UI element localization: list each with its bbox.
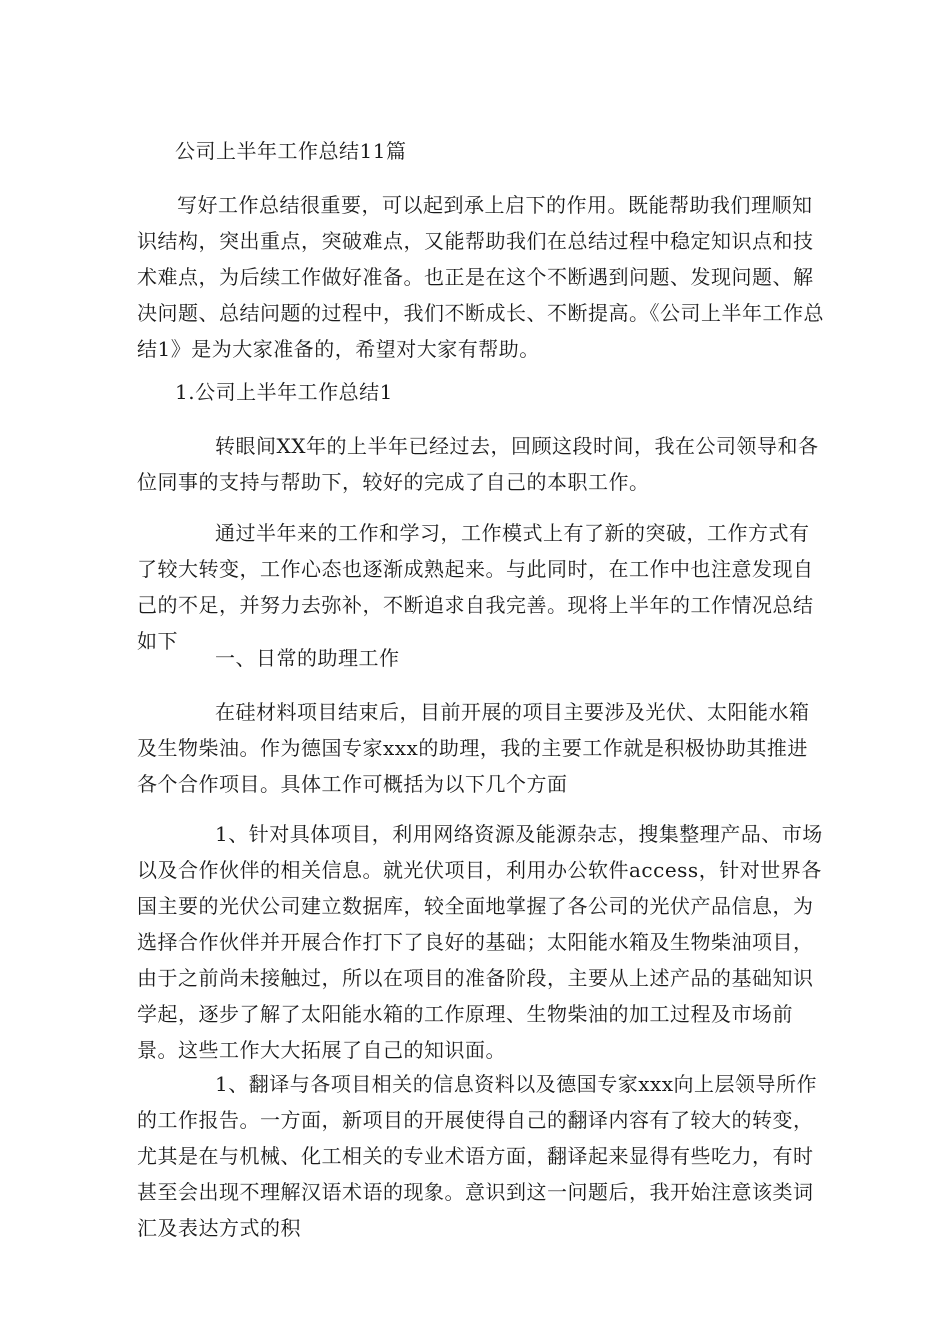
list-item-research: 1、针对具体项目，利用网络资源及能源杂志，搜集整理产品、市场以及合作伙伴的相关信息。就光伏项目，利用办公软件access，针对世界各国主要的光伏公司建立数据库，较全面地掌握了各公司的光伏产品信息，为选择合作伙伴并开展合作打下了良好的基础；太阳能水箱及生物柴油项目，由于之前尚未接触过，所以在项目的准备阶段，主要从上述产品的基础知识学起，逐步了解了太阳能水箱的工作原理、生物柴油的加工过程及市场前景。这些工作大大拓展了自己的知识面。 <box>137 822 823 1062</box>
paragraph-progress: 通过半年来的工作和学习，工作模式上有了新的突破，工作方式有了较大转变，工作心态也逐渐成熟起来。与此同时，在工作中也注意发现自己的不足，并努力去弥补，不断追求自我完善。现将上半年的工作情况总结如下 <box>137 521 814 653</box>
subheading-daily-assistant-work: 一、日常的助理工作 <box>215 646 400 670</box>
intro-paragraph: 写好工作总结很重要，可以起到承上启下的作用。既能帮助我们理顺知识结构，突出重点，突破难点，又能帮助我们在总结过程中稳定知识点和技术难点，为后续工作做好准备。也正是在这个不断遇到问题、发现问题、解决问题、总结问题的过程中，我们不断成长、不断提高。《公司上半年工作总结1》是为大家准备的，希望对大家有帮助。 <box>137 193 824 361</box>
section-heading: 1.公司上半年工作总结1 <box>175 380 393 404</box>
paragraph-projects: 在硅材料项目结束后，目前开展的项目主要涉及光伏、太阳能水箱及生物柴油。作为德国专家xxx的助理，我的主要工作就是积极协助其推进各个合作项目。具体工作可概括为以下几个方面 <box>137 700 810 796</box>
paragraph-review: 转眼间XX年的上半年已经过去，回顾这段时间，我在公司领导和各位同事的支持与帮助下，较好的完成了自己的本职工作。 <box>137 434 819 494</box>
list-item-translation: 1、翻译与各项目相关的信息资料以及德国专家xxx向上层领导所作的工作报告。一方面，新项目的开展使得自己的翻译内容有了较大的转变，尤其是在与机械、化工相关的专业术语方面，翻译起来显得有些吃力，有时甚至会出现不理解汉语术语的现象。意识到这一问题后，我开始注意该类词汇及表达方式的积 <box>137 1072 818 1240</box>
document-title: 公司上半年工作总结11篇 <box>175 139 407 163</box>
